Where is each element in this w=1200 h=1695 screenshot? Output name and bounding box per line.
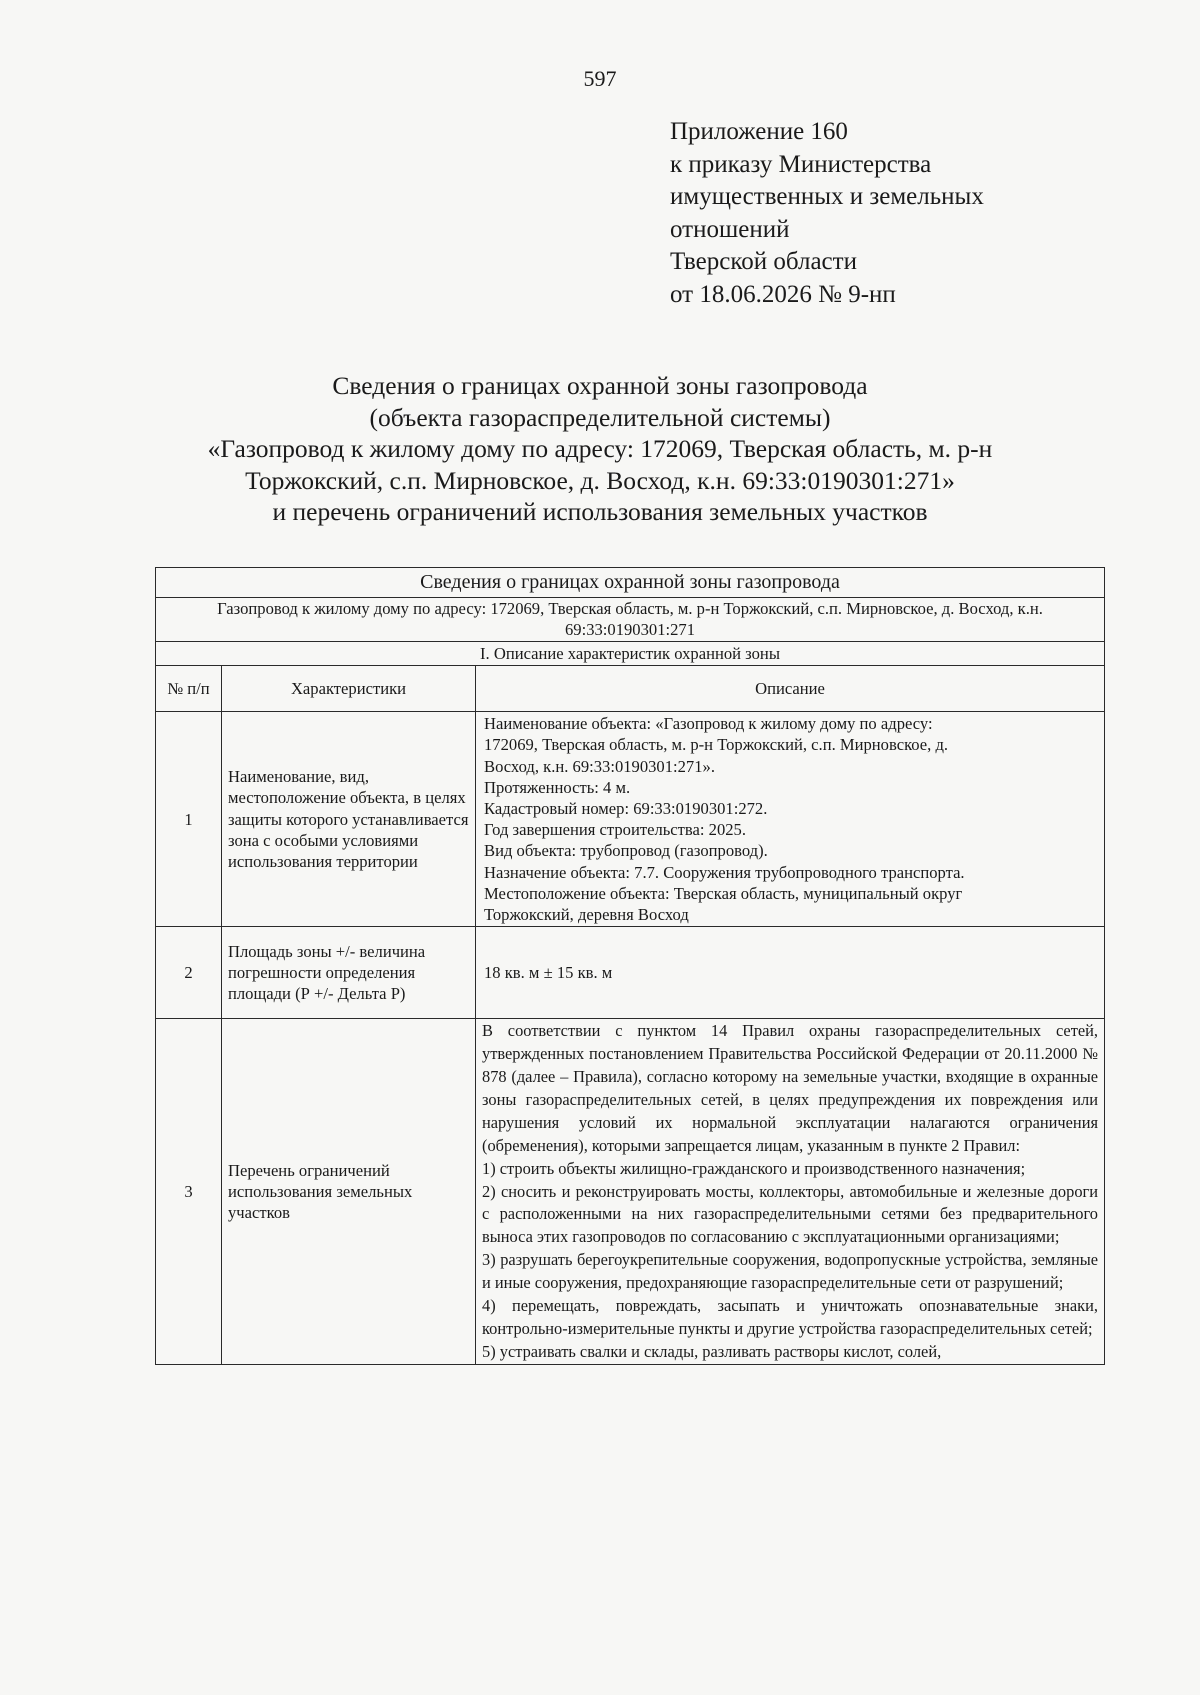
description-paragraph: 5) устраивать свалки и склады, разливать растворы кислот, солей,	[482, 1341, 942, 1361]
row-number: 1	[156, 712, 222, 927]
description-paragraph: 1) строить объекты жилищно-гражданского и производственного назначения;	[482, 1158, 1026, 1178]
description-line: Назначение объекта: 7.7. Сооружения трубопроводного транспорта.	[484, 862, 965, 882]
section-heading: I. Описание характеристик охранной зоны	[156, 642, 1105, 666]
zone-info-table	[155, 567, 1105, 1365]
table-row	[156, 927, 1105, 1019]
table-row	[156, 1019, 1105, 1365]
description-line: 172069, Тверская область, м. р-н Торжокский, с.п. Мирновское, д.	[484, 735, 949, 755]
row-description: 18 кв. м ± 15 кв. м	[476, 927, 1105, 1019]
table-subheading: Газопровод к жилому дому по адресу: 172069, Тверская область, м. р-н Торжокский, с.п. Мирновское, д. Восход, к.н. 69:33:0190301:271	[156, 598, 1105, 642]
title-line: Торжокский, с.п. Мирновское, д. Восход, к.н. 69:33:0190301:271»	[245, 465, 955, 495]
description-line: Местоположение объекта: Тверская область, муниципальный округ	[484, 883, 963, 903]
row-number: 2	[156, 927, 222, 1019]
row-description	[476, 1019, 1105, 1365]
description-line: Наименование объекта: «Газопровод к жилому дому по адресу:	[484, 714, 933, 734]
title-line: Сведения о границах охранной зоны газопровода	[332, 371, 868, 400]
appendix-line: Приложение 160	[670, 118, 848, 145]
row-characteristic: Площадь зоны +/- величина погрешности определения площади (Р +/- Дельта Р)	[222, 927, 476, 1019]
table-heading: Сведения о границах охранной зоны газопровода	[156, 568, 1105, 598]
description-paragraph: 2) сносить и реконструировать мосты, коллекторы, автомобильные и железные дороги с расположенными на них газораспределительными сетями без предварительного выноса этих газопроводов по согласованию с эксплуатационными организациями;	[482, 1181, 1099, 1247]
appendix-line: от 18.06.2026 № 9-нп	[670, 280, 896, 308]
appendix-line: Тверской области	[670, 248, 857, 275]
column-header-description: Описание	[476, 666, 1105, 712]
description-line: Кадастровый номер: 69:33:0190301:272.	[484, 799, 768, 819]
appendix-line: отношений	[670, 215, 790, 243]
description-paragraph: В соответствии с пунктом 14 Правил охраны газораспределительных сетей, утвержденных постановлением Правительства Российской Федерации от 20.11.2000 № 878 (далее – Правила), согласно которому на земельные участки, входящие в охранные зоны газораспределительных сетей, в целях предупреждения их повреждения или нарушения условий их нормальной эксплуатации налагаются ограничения (обременения), которыми запрещается лицам, указанным в пункте 2 Правил:	[482, 1021, 1099, 1155]
table-row	[156, 712, 1105, 927]
description-line: Торжокский, деревня Восход	[484, 905, 689, 925]
title-line: (объекта газораспределительной системы)	[369, 402, 831, 432]
description-line: Вид объекта: трубопровод (газопровод).	[484, 841, 768, 861]
row-description	[476, 712, 1105, 927]
row-number: 3	[156, 1019, 222, 1365]
column-header-number: № п/п	[156, 666, 222, 712]
column-header-characteristic: Характеристики	[222, 666, 476, 712]
page-number: 597	[583, 66, 617, 91]
description-line: Протяженность: 4 м.	[484, 777, 631, 797]
description-line: Восход, к.н. 69:33:0190301:271».	[484, 756, 715, 776]
description-paragraph: 4) перемещать, повреждать, засыпать и уничтожать опознавательные знаки, контрольно-измерительные пункты и другие устройства газораспределительных сетей;	[482, 1296, 1099, 1339]
row-characteristic: Перечень ограничений использования земельных участков	[222, 1019, 476, 1365]
title-line: «Газопровод к жилому дому по адресу: 172069, Тверская область, м. р-н	[207, 434, 993, 463]
description-line: Год завершения строительства: 2025.	[484, 820, 746, 840]
appendix-header	[670, 116, 1110, 311]
description-paragraph: 3) разрушать берегоукрепительные сооружения, водопропускные устройства, земляные и иные сооружения, предохраняющие газораспределительные сети от разрушений;	[482, 1250, 1099, 1293]
row-characteristic: Наименование, вид, местоположение объекта, в целях защиты которого устанавливается зона с особыми условиями использования территории	[222, 712, 476, 927]
appendix-line: имущественных и земельных	[670, 183, 984, 210]
appendix-line: к приказу Министерства	[670, 150, 932, 178]
document-title	[0, 370, 1200, 528]
title-line: и перечень ограничений использования земельных участков	[272, 497, 928, 526]
